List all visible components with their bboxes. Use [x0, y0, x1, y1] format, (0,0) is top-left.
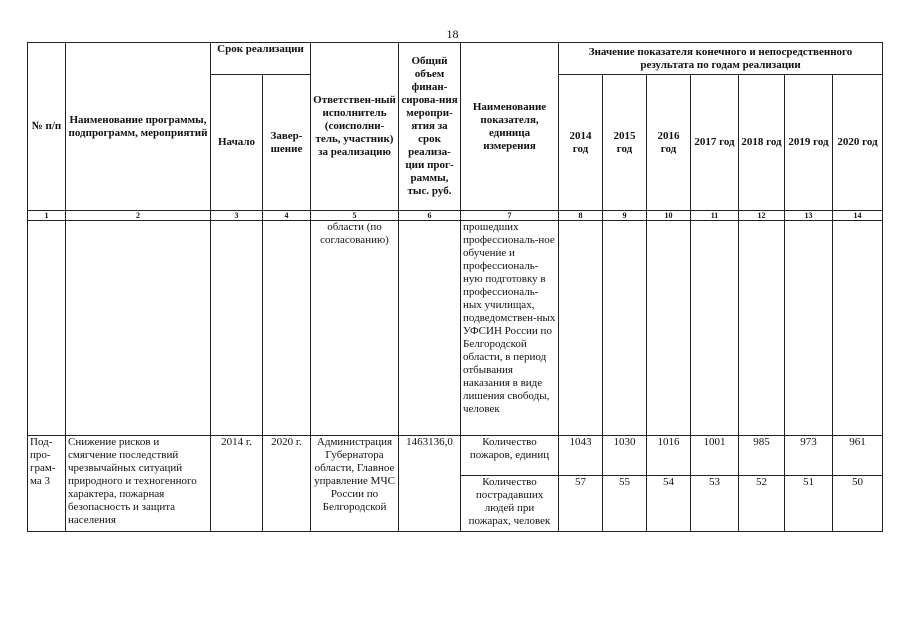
indicator-name: Количество пострадавших людей при пожарах, человек: [461, 476, 559, 532]
header-indicator: Наименование показателя, единица измерения: [461, 43, 559, 211]
indicator-value: 1030: [603, 436, 647, 476]
header-end: Завер-шение: [263, 75, 311, 211]
table-cell: [785, 221, 833, 436]
subprogram-responsible: Администрация Губернатора области, Главное управление МЧС России по Белгородской: [311, 436, 399, 532]
indicators-table: [27, 42, 883, 532]
indicator-value: 53: [691, 476, 739, 532]
table-cell: [28, 221, 66, 436]
indicator-value: 57: [559, 476, 603, 532]
table-cell: [647, 221, 691, 436]
page-number: 18: [446, 27, 459, 41]
header-values-title: Значение показателя конечного и непосредственного результата по годам реализации: [559, 43, 883, 75]
indicator-value: 973: [785, 436, 833, 476]
column-number: 7: [461, 211, 559, 221]
column-number: 11: [691, 211, 739, 221]
header-year: 2017 год: [691, 75, 739, 211]
indicator-value: 51: [785, 476, 833, 532]
column-number: 8: [559, 211, 603, 221]
table-cell: [603, 221, 647, 436]
header-year: 2014 год: [559, 75, 603, 211]
header-year: 2015 год: [603, 75, 647, 211]
table-cell: [263, 221, 311, 436]
indicator-value: 50: [833, 476, 883, 532]
header-volume: Общий объем финан-сирова-ния меропри-ятия за срок реализа-ции прог-раммы, тыс. руб.: [399, 43, 461, 211]
table-cell: [211, 221, 263, 436]
header-name: Наименование программы, подпрограмм, мероприятий: [66, 43, 211, 211]
column-number: 2: [66, 211, 211, 221]
table-cell: [559, 221, 603, 436]
column-number: 3: [211, 211, 263, 221]
table-cell: [833, 221, 883, 436]
column-number: 6: [399, 211, 461, 221]
column-number: 1: [28, 211, 66, 221]
table-cell: [66, 221, 211, 436]
indicator-value: 985: [739, 436, 785, 476]
indicator-value: 52: [739, 476, 785, 532]
subprogram-number: Под-про-грам-ма 3: [28, 436, 66, 532]
indicator-value: 55: [603, 476, 647, 532]
header-responsible: Ответствен-ный исполнитель (соисполни-тель, участник) за реализацию: [311, 43, 399, 211]
header-year: 2020 год: [833, 75, 883, 211]
indicator-value: 54: [647, 476, 691, 532]
header-year: 2019 год: [785, 75, 833, 211]
continuation-responsible: области (по согласованию): [311, 221, 399, 436]
header-year: 2016 год: [647, 75, 691, 211]
header-no: № п/п: [28, 43, 66, 211]
column-number: 13: [785, 211, 833, 221]
header-term: Срок реализации: [211, 43, 311, 75]
table-cell: [399, 221, 461, 436]
column-number: 5: [311, 211, 399, 221]
column-number: 10: [647, 211, 691, 221]
indicator-value: 1001: [691, 436, 739, 476]
indicator-name: Количество пожаров, единиц: [461, 436, 559, 476]
header-start: Начало: [211, 75, 263, 211]
indicator-value: 1043: [559, 436, 603, 476]
subprogram-end: 2020 г.: [263, 436, 311, 532]
table-cell: [691, 221, 739, 436]
subprogram-name: Снижение рисков и смягчение последствий чрезвычайных ситуаций природного и техногенного характера, пожарная безопасность и защита населения: [66, 436, 211, 532]
column-number: 12: [739, 211, 785, 221]
subprogram-volume: 1463136,0: [399, 436, 461, 532]
column-number: 4: [263, 211, 311, 221]
indicator-value: 961: [833, 436, 883, 476]
column-number: 14: [833, 211, 883, 221]
table-cell: [739, 221, 785, 436]
subprogram-start: 2014 г.: [211, 436, 263, 532]
column-number: 9: [603, 211, 647, 221]
continuation-indicator: прошедших профессиональ-ное обучение и профессиональ-ную подготовку в профессиональ-ных училищах, подведомствен-ных УФСИН России по Белгородской области, в период отбывания наказания в виде лишения свободы, человек: [461, 221, 559, 436]
indicator-value: 1016: [647, 436, 691, 476]
header-year: 2018 год: [739, 75, 785, 211]
